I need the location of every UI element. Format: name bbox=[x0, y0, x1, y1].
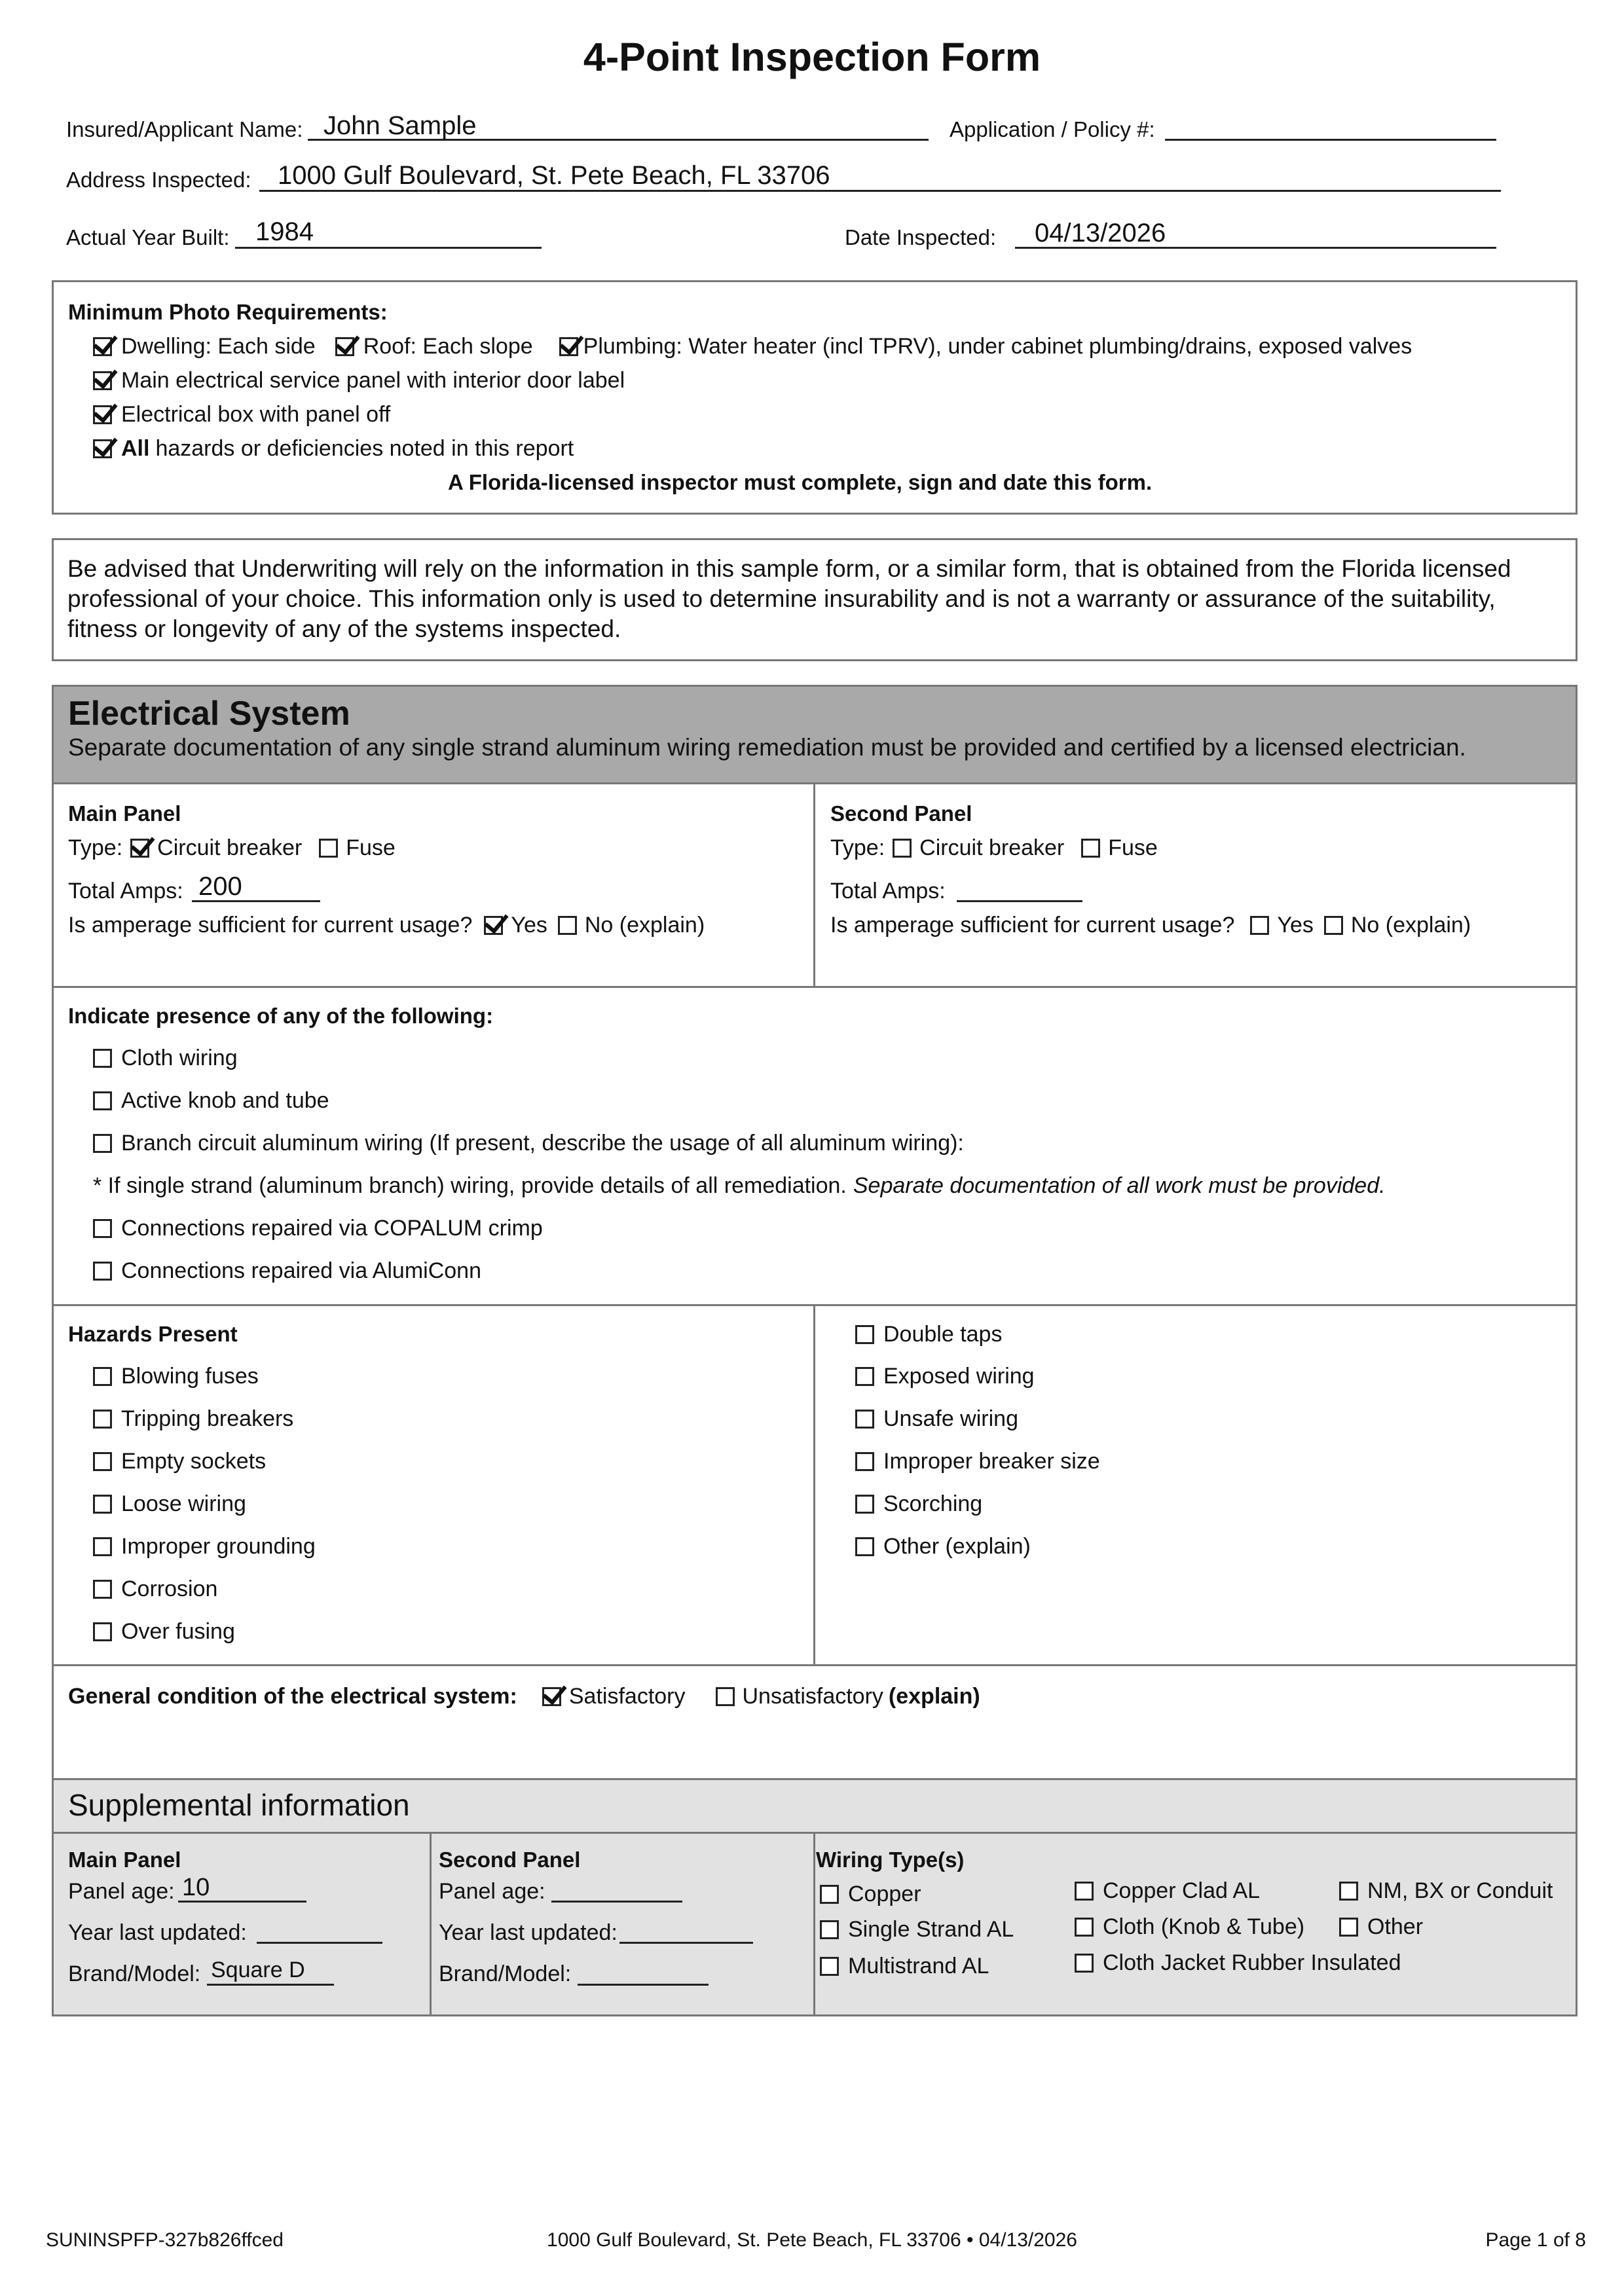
photo-row-3 bbox=[93, 402, 390, 428]
electrical-title: Electrical System bbox=[68, 695, 350, 733]
branch-aluminum-checkbox[interactable] bbox=[93, 1134, 112, 1153]
supp-second-age-label: Panel age: bbox=[439, 1879, 545, 1904]
main-amps-label: Total Amps: bbox=[68, 879, 183, 903]
copper-checkbox[interactable] bbox=[820, 1885, 839, 1904]
supp-main-brand-line bbox=[207, 1984, 334, 1986]
cloth-wiring-checkbox[interactable] bbox=[93, 1049, 112, 1068]
advisory-text: Be advised that Underwriting will rely on the information in this sample form, or a similar form, that is obtained from the Florida licensed professional of your choice. This information only is used to determine insurability and is not a warranty or assurance of the suitability, fitness or longevity of any of the systems inspected. bbox=[67, 555, 1511, 642]
wiring-item bbox=[1339, 1878, 1553, 1904]
remediation-note bbox=[93, 1173, 1386, 1199]
main-sufficient-no-label: No (explain) bbox=[584, 913, 705, 938]
supp-second-heading: Second Panel bbox=[439, 1848, 581, 1872]
hazard-item bbox=[93, 1364, 259, 1389]
general-condition-row bbox=[68, 1684, 980, 1709]
hazard-checkbox[interactable] bbox=[93, 1452, 112, 1471]
hazard-label: Double taps bbox=[883, 1322, 1003, 1347]
main-sufficient-yes-checkbox[interactable] bbox=[484, 916, 503, 935]
hazard-label: Empty sockets bbox=[121, 1449, 267, 1474]
main-panel-type-label: Type: bbox=[68, 835, 123, 860]
main-sufficient-no-checkbox[interactable] bbox=[558, 916, 577, 935]
unsatisfactory-label: Unsatisfactory bbox=[742, 1684, 883, 1709]
second-sufficient-no-checkbox[interactable] bbox=[1324, 916, 1343, 935]
hazard-item bbox=[93, 1619, 235, 1645]
hazard-item bbox=[93, 1449, 266, 1474]
hazard-item bbox=[93, 1491, 246, 1517]
year-built-label: Actual Year Built: bbox=[66, 225, 230, 249]
hazard-item bbox=[855, 1322, 1002, 1347]
photo-row-1 bbox=[93, 334, 1412, 359]
year-built-line bbox=[235, 247, 542, 249]
hazard-checkbox[interactable] bbox=[855, 1325, 874, 1344]
supp-second-year-label: Year last updated: bbox=[439, 1920, 618, 1945]
hazard-label: Scorching bbox=[883, 1491, 983, 1516]
unsatisfactory-explain: (explain) bbox=[888, 1684, 980, 1709]
second-panel-type-label: Type: bbox=[830, 835, 885, 860]
supp-main-year-field[interactable] bbox=[257, 1942, 382, 1944]
cloth-wiring-item bbox=[93, 1046, 238, 1071]
other-wiring-label: Other bbox=[1367, 1914, 1424, 1939]
hazard-item bbox=[93, 1534, 316, 1559]
supp-main-brand-field[interactable]: Square D bbox=[211, 1958, 305, 1982]
single-strand-label: Single Strand AL bbox=[848, 1917, 1014, 1942]
branch-aluminum-item bbox=[93, 1131, 964, 1156]
main-amps-field[interactable]: 200 bbox=[198, 872, 242, 901]
supp-main-brand-label: Brand/Model: bbox=[68, 1961, 201, 1986]
hazard-checkbox[interactable] bbox=[855, 1452, 874, 1471]
hazards-photo-label: hazards or deficiencies noted in this report bbox=[155, 436, 574, 461]
remediation-note-italic: Separate documentation of all work must be provided. bbox=[853, 1173, 1386, 1198]
supp-second-brand-field[interactable] bbox=[578, 1984, 709, 1986]
supp-second-year-field[interactable] bbox=[619, 1942, 753, 1944]
main-fuse-label: Fuse bbox=[346, 835, 396, 860]
hazard-col-divider bbox=[813, 1306, 815, 1664]
hazard-checkbox[interactable] bbox=[93, 1622, 112, 1641]
hazard-checkbox[interactable] bbox=[93, 1495, 112, 1514]
hazard-label: Blowing fuses bbox=[121, 1364, 259, 1389]
hazard-label: Over fusing bbox=[121, 1619, 235, 1644]
hazard-item bbox=[93, 1576, 217, 1602]
satisfactory-label: Satisfactory bbox=[568, 1684, 686, 1709]
second-fuse-label: Fuse bbox=[1108, 835, 1158, 860]
electrical-box-label: Electrical box with panel off bbox=[121, 402, 391, 427]
supp-second-brand-label: Brand/Model: bbox=[439, 1961, 572, 1986]
policy-label: Application / Policy #: bbox=[950, 117, 1155, 141]
second-panel-type-row bbox=[830, 835, 1158, 861]
form-title: 4-Point Inspection Form bbox=[583, 35, 1041, 79]
divider-hazards bbox=[52, 1664, 1578, 1666]
other-wiring-checkbox[interactable] bbox=[1339, 1918, 1358, 1937]
insured-label: Insured/Applicant Name: bbox=[66, 117, 303, 141]
hazard-checkbox[interactable] bbox=[93, 1367, 112, 1386]
hazard-item bbox=[855, 1491, 982, 1517]
supp-main-year-label: Year last updated: bbox=[68, 1920, 247, 1945]
second-sufficient-row bbox=[830, 913, 1471, 938]
branch-aluminum-label: Branch circuit aluminum wiring (If present, describe the usage of all aluminum wiring): bbox=[121, 1131, 964, 1156]
second-sufficient-yes-label: Yes bbox=[1277, 913, 1314, 938]
hazard-checkbox[interactable] bbox=[93, 1580, 112, 1599]
second-circuit-breaker-label: Circuit breaker bbox=[919, 835, 1065, 860]
photo-requirements-title: Minimum Photo Requirements: bbox=[68, 300, 388, 324]
date-inspected-field[interactable]: 04/13/2026 bbox=[1035, 219, 1166, 247]
dwelling-label: Dwelling: Each side bbox=[121, 334, 316, 359]
hazard-label: Corrosion bbox=[121, 1576, 218, 1601]
cloth-knob-checkbox[interactable] bbox=[1075, 1918, 1094, 1937]
hazard-item bbox=[93, 1406, 293, 1432]
wiring-item bbox=[1339, 1914, 1423, 1940]
address-label: Address Inspected: bbox=[66, 168, 251, 192]
main-panel-heading: Main Panel bbox=[68, 801, 181, 826]
alumiconn-item bbox=[93, 1258, 481, 1284]
second-sufficient-label: Is amperage sufficient for current usage? bbox=[830, 913, 1235, 938]
main-sufficient-row bbox=[68, 913, 705, 938]
single-strand-checkbox[interactable] bbox=[820, 1920, 839, 1939]
knob-tube-checkbox[interactable] bbox=[93, 1091, 112, 1110]
second-panel-heading: Second Panel bbox=[830, 801, 972, 826]
footer-form-id: SUNINSPFP-327b826ffced bbox=[46, 2229, 284, 2251]
hazard-item bbox=[855, 1364, 1035, 1389]
hazard-item bbox=[855, 1406, 1018, 1432]
wiring-item bbox=[820, 1917, 1014, 1942]
unsatisfactory-checkbox[interactable] bbox=[716, 1687, 735, 1706]
copalum-label: Connections repaired via COPALUM crimp bbox=[121, 1216, 543, 1241]
electrical-subtitle: Separate documentation of any single strand aluminum wiring remediation must be provided and certified by a licensed electrician. bbox=[68, 734, 1466, 761]
wiring-item bbox=[820, 1954, 989, 1979]
wiring-heading: Wiring Type(s) bbox=[816, 1848, 965, 1872]
hazard-label: Improper grounding bbox=[121, 1534, 316, 1559]
hazard-checkbox[interactable] bbox=[855, 1495, 874, 1514]
hazard-checkbox[interactable] bbox=[93, 1537, 112, 1556]
copper-clad-label: Copper Clad AL bbox=[1103, 1878, 1261, 1903]
panel-col-divider bbox=[813, 784, 815, 986]
cloth-knob-label: Cloth (Knob & Tube) bbox=[1103, 1914, 1305, 1939]
hazard-label: Loose wiring bbox=[121, 1491, 246, 1516]
footer-page-number: Page 1 of 8 bbox=[1485, 2229, 1586, 2251]
alumiconn-checkbox[interactable] bbox=[93, 1262, 112, 1281]
general-condition-label: General condition of the electrical system: bbox=[68, 1684, 517, 1709]
knob-tube-label: Active knob and tube bbox=[121, 1088, 329, 1113]
policy-field[interactable] bbox=[1165, 139, 1496, 141]
year-built-field[interactable]: 1984 bbox=[255, 217, 314, 246]
date-label: Date Inspected: bbox=[845, 225, 997, 249]
main-panel-photo-label: Main electrical service panel with interior door label bbox=[121, 368, 625, 393]
second-amps-field[interactable] bbox=[957, 900, 1082, 902]
divider-panels bbox=[52, 986, 1578, 988]
hazards-photo-label-bold: All bbox=[121, 436, 150, 461]
main-fuse-checkbox[interactable] bbox=[319, 839, 338, 858]
multistrand-checkbox[interactable] bbox=[820, 1957, 839, 1976]
second-fuse-checkbox[interactable] bbox=[1081, 839, 1100, 858]
supp-second-age-field[interactable] bbox=[551, 1901, 682, 1903]
main-sufficient-label: Is amperage sufficient for current usage? bbox=[68, 913, 473, 938]
hazards-photo-checkbox[interactable] bbox=[93, 439, 112, 458]
alumiconn-label: Connections repaired via AlumiConn bbox=[121, 1258, 481, 1283]
second-circuit-breaker-checkbox[interactable] bbox=[893, 839, 912, 858]
presence-heading: Indicate presence of any of the following: bbox=[68, 1004, 494, 1028]
knob-tube-item bbox=[93, 1088, 329, 1114]
hazards-heading: Hazards Present bbox=[68, 1322, 238, 1346]
copper-clad-checkbox[interactable] bbox=[1075, 1882, 1094, 1901]
multistrand-label: Multistrand AL bbox=[848, 1954, 989, 1978]
wiring-item bbox=[820, 1882, 921, 1907]
hazard-checkbox[interactable] bbox=[855, 1367, 874, 1386]
main-panel-photo-checkbox[interactable] bbox=[93, 371, 112, 390]
footer-address-date: 1000 Gulf Boulevard, St. Pete Beach, FL 33706 • 04/13/2026 bbox=[547, 2229, 1077, 2251]
supp-main-age-field[interactable]: 10 bbox=[182, 1874, 210, 1901]
supp-main-heading: Main Panel bbox=[68, 1848, 181, 1872]
supplemental-title: Supplemental information bbox=[68, 1788, 410, 1822]
hazard-label: Exposed wiring bbox=[883, 1364, 1035, 1389]
second-sufficient-no-label: No (explain) bbox=[1350, 913, 1471, 938]
wiring-item bbox=[1075, 1950, 1401, 1976]
main-circuit-breaker-label: Circuit breaker bbox=[157, 835, 303, 860]
hazard-checkbox[interactable] bbox=[855, 1410, 874, 1429]
supp-main-age-label: Panel age: bbox=[68, 1879, 175, 1904]
hazard-label: Other (explain) bbox=[883, 1534, 1031, 1559]
hazard-label: Tripping breakers bbox=[121, 1406, 294, 1431]
plumbing-checkbox[interactable] bbox=[559, 337, 578, 356]
cloth-wiring-label: Cloth wiring bbox=[121, 1046, 238, 1070]
copalum-checkbox[interactable] bbox=[93, 1219, 112, 1238]
nm-bx-checkbox[interactable] bbox=[1339, 1882, 1358, 1901]
copper-label: Copper bbox=[848, 1882, 921, 1906]
roof-label: Roof: Each slope bbox=[363, 334, 533, 359]
hazard-label: Unsafe wiring bbox=[883, 1406, 1018, 1431]
photo-row-4 bbox=[93, 436, 574, 462]
roof-checkbox[interactable] bbox=[335, 337, 354, 356]
dwelling-checkbox[interactable] bbox=[93, 337, 112, 356]
hazard-item bbox=[855, 1534, 1031, 1559]
remediation-note-text: * If single strand (aluminum branch) wiring, provide details of all remediation. bbox=[93, 1173, 847, 1198]
hazard-checkbox[interactable] bbox=[855, 1537, 874, 1556]
second-amps-label: Total Amps: bbox=[830, 879, 946, 903]
second-sufficient-yes-checkbox[interactable] bbox=[1250, 916, 1269, 935]
electrical-box-checkbox[interactable] bbox=[93, 405, 112, 424]
main-circuit-breaker-checkbox[interactable] bbox=[130, 839, 149, 858]
supp-col-divider-1 bbox=[430, 1832, 432, 2016]
cloth-jacket-label: Cloth Jacket Rubber Insulated bbox=[1103, 1950, 1401, 1975]
main-panel-type-row bbox=[68, 835, 396, 861]
plumbing-label: Plumbing: Water heater (incl TPRV), under cabinet plumbing/drains, exposed valves bbox=[583, 334, 1412, 359]
hazard-label: Improper breaker size bbox=[883, 1449, 1100, 1474]
address-field[interactable]: 1000 Gulf Boulevard, St. Pete Beach, FL 33706 bbox=[278, 161, 830, 190]
insured-name-field[interactable]: John Sample bbox=[323, 111, 477, 140]
copalum-item bbox=[93, 1216, 543, 1241]
nm-bx-label: NM, BX or Conduit bbox=[1367, 1878, 1553, 1903]
satisfactory-checkbox[interactable] bbox=[542, 1687, 561, 1706]
wiring-item bbox=[1075, 1878, 1260, 1904]
main-sufficient-yes-label: Yes bbox=[511, 913, 547, 938]
inspector-notice: A Florida-licensed inspector must complete, sign and date this form. bbox=[448, 470, 1153, 494]
photo-row-2 bbox=[93, 368, 625, 393]
cloth-jacket-checkbox[interactable] bbox=[1075, 1954, 1094, 1973]
wiring-item bbox=[1075, 1914, 1304, 1940]
hazard-item bbox=[855, 1449, 1100, 1474]
supp-col-divider-2 bbox=[813, 1832, 815, 2016]
hazard-checkbox[interactable] bbox=[93, 1410, 112, 1429]
